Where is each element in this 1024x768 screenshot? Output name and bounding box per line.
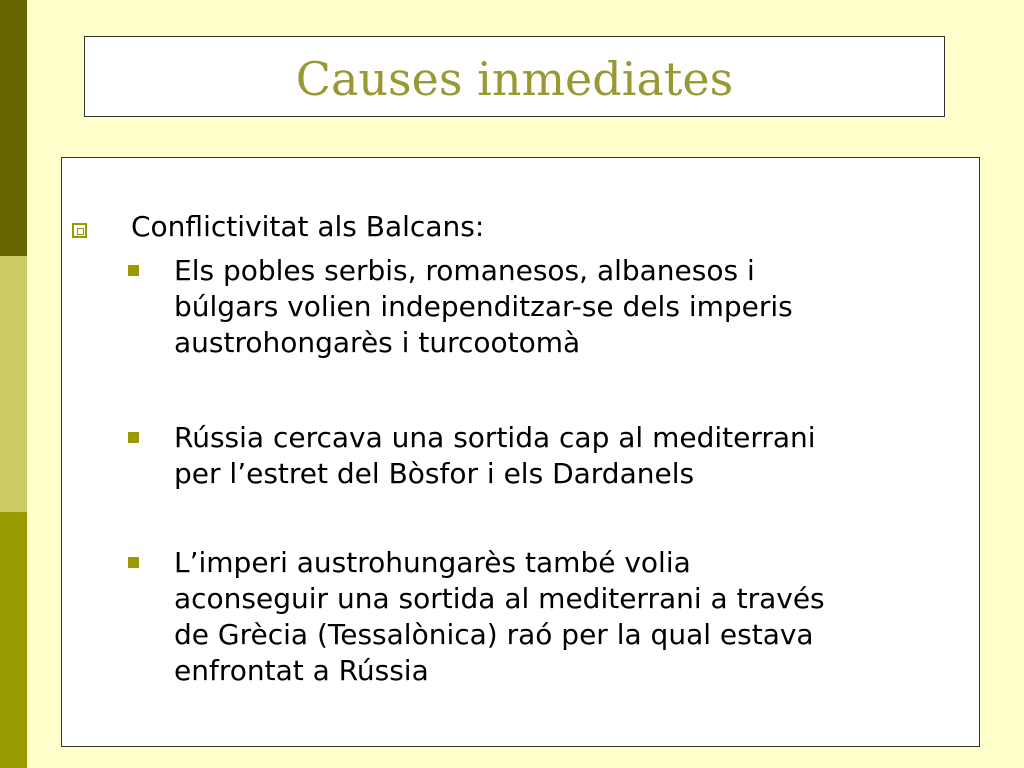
list-item-text: L’imperi austrohungarès també volia aconseguir una sortida al mediterrani a través de Grècia (Tessalònica) raó per la qual estava enfrontat a Rússia [174, 546, 825, 687]
title-box [84, 36, 945, 117]
hollow-square-bullet-icon [72, 223, 87, 238]
square-bullet-icon [128, 432, 139, 443]
square-bullet-icon [128, 557, 139, 568]
side-bar-top [0, 0, 27, 256]
list-item-text: Rússia cercava una sortida cap al mediterrani per l’estret del Bòsfor i els Dardanels [174, 421, 816, 490]
square-bullet-icon [128, 265, 139, 276]
list-item-text: Els pobles serbis, romanesos, albanesos i búlgars volien independitzar-se dels imperis austrohongarès i turcootomà [174, 254, 793, 359]
side-bar-middle [0, 256, 27, 512]
heading-bullet-text: Conflictivitat als Balcans: [131, 210, 485, 243]
side-bar-bottom [0, 512, 27, 768]
slide-title: Causes inmediates [295, 51, 734, 106]
